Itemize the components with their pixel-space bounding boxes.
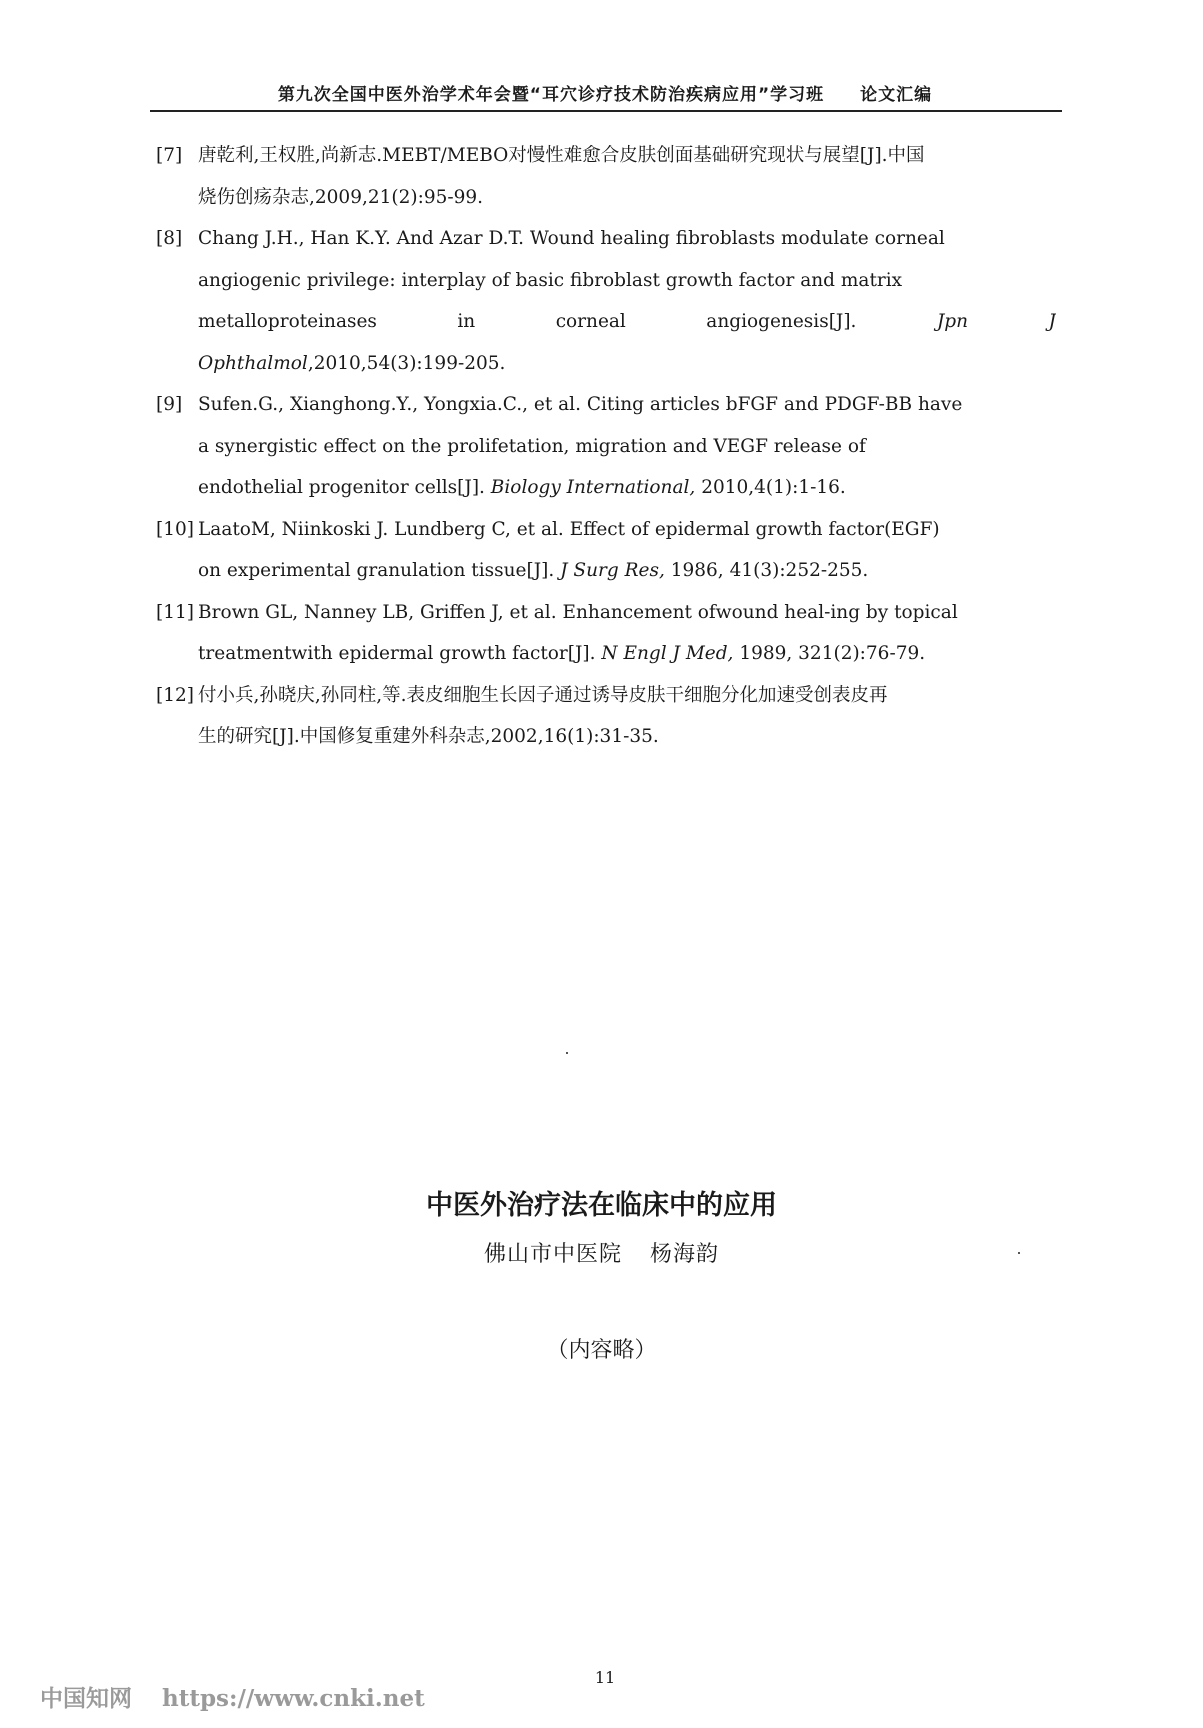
reference-line [198,343,1056,385]
reference-word: in [457,311,476,332]
reference-number: [10] [156,518,194,540]
citation-details: 1989, 321(2):76-79. [733,643,926,664]
reference-line: a synergistic effect on the prolifetation, migration and VEGF release of [198,435,866,457]
reference-line [198,301,1056,343]
reference-line [198,550,1056,592]
reference-line: 生的研究[J].中国修复重建外科杂志,2002,16(1):31-35. [198,726,659,747]
journal-name: Ophthalmol [198,352,308,374]
section-title: 中医外治疗法在临床中的应用 [426,1190,777,1221]
reference-line: Brown GL, Nanney LB, Griffen J, et al. Enhancement ofwound heal-ing by topical [198,601,958,623]
journal-name: Biology International, [490,477,696,498]
reference-number: [8] [156,228,183,249]
reference-11 [156,592,1056,675]
watermark-url: https://www.cnki.net [162,1685,425,1712]
reference-line [198,467,1056,509]
author-line [0,1237,1203,1268]
reference-line [198,633,1056,675]
reference-text: treatmentwith epidermal growth factor[J]. [198,643,602,664]
reference-list [156,135,1056,758]
citation-details: 1986, 41(3):252-255. [664,560,869,581]
reference-number: [9] [156,394,183,415]
scan-speck [566,1052,568,1054]
reference-number: [7] [156,145,183,166]
reference-9 [156,384,1056,509]
reference-word: Jpn [936,311,969,332]
reference-7 [156,135,1056,218]
reference-word: J [1048,311,1056,332]
header-rule [150,110,1062,112]
watermark-brand: 中国知网 [40,1685,132,1712]
reference-line: angiogenic privilege: interplay of basic fibroblast growth factor and matrix [198,269,903,291]
reference-10 [156,509,1056,592]
cnki-watermark [40,1680,425,1713]
reference-word: metalloproteinases [198,311,377,332]
reference-line: Chang J.H., Han K.Y. And Azar D.T. Wound healing fibroblasts modulate corneal [198,228,945,249]
author-name: 杨海韵 [650,1242,720,1267]
reference-12 [156,675,1056,758]
reference-text: endothelial progenitor cells[J]. [198,477,491,498]
reference-word: corneal [555,311,626,332]
reference-word: angiogenesis[J]. [706,311,857,332]
affiliation: 佛山市中医院 [483,1242,622,1267]
reference-line: 烧伤创疡杂志,2009,21(2):95-99. [198,186,484,208]
reference-line: 唐乾利,王权胜,尚新志.MEBT/MEBO对慢性难愈合皮肤创面基础研究现状与展望[J].中国 [198,145,925,166]
reference-line: Sufen.G., Xianghong.Y., Yongxia.C., et al. Citing articles bFGF and PDGF-BB have [198,394,963,415]
reference-line: LaatoM, Niinkoski J. Lundberg C, et al. Effect of epidermal growth factor(EGF) [198,518,940,540]
reference-8 [156,218,1056,384]
citation-details: ,2010,54(3):199-205. [307,352,506,374]
reference-line: 付小兵,孙晓庆,孙同柱,等.表皮细胞生长因子通过诱导皮肤干细胞分化加速受创表皮再 [198,684,888,706]
running-head: 第九次全国中医外治学术年会暨“耳穴诊疗技术防治疾病应用”学习班 论文汇编 [277,85,933,105]
reference-number: [11] [156,601,194,623]
reference-number: [12] [156,684,194,706]
journal-name: J Surg Res, [560,560,665,581]
citation-details: 2010,4(1):1-16. [695,477,846,498]
journal-name: N Engl J Med, [601,643,734,664]
reference-text: on experimental granulation tissue[J]. [198,560,561,581]
page-number: 11 [594,1668,616,1687]
content-omitted-note: （内容略） [546,1338,657,1363]
